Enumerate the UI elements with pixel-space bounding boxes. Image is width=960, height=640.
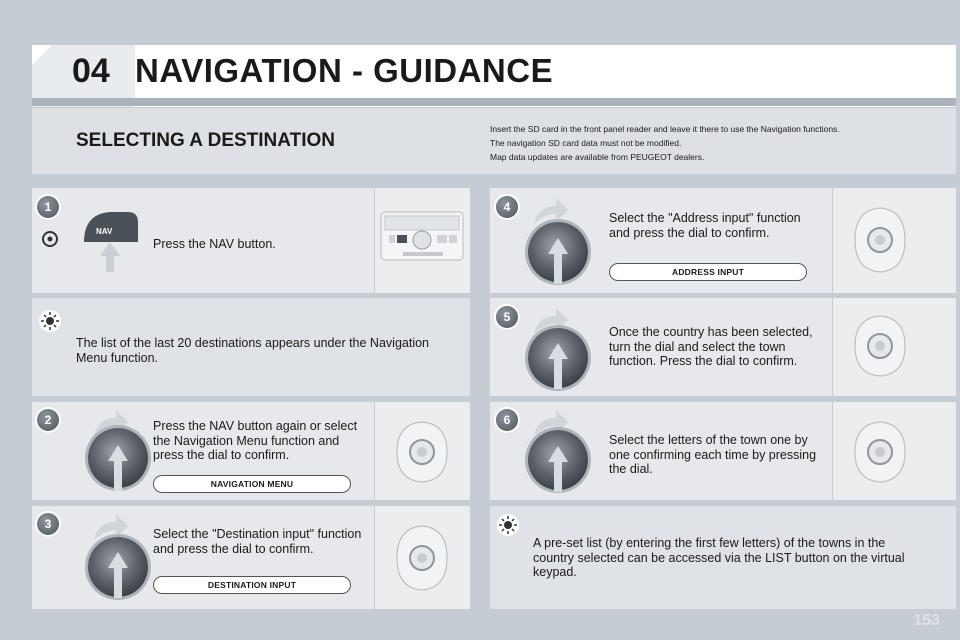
step-1-text: Press the NAV button. — [153, 237, 276, 251]
control-dial-icon — [833, 402, 928, 500]
control-dial-icon — [375, 402, 470, 500]
control-dial-icon — [833, 188, 928, 293]
control-dial-icon — [833, 298, 928, 396]
step-4-text: Select the "Address input" function and press the dial to confirm. — [609, 211, 801, 240]
step-5-text: Once the country has been selected, turn the dial and select the town function. Press the dial to confirm. — [609, 325, 813, 368]
address-input-label: ADDRESS INPUT — [609, 263, 807, 281]
dial-thumbnail — [833, 188, 956, 293]
note-line: The navigation SD card data must not be modified. — [490, 138, 682, 148]
notes-block — [490, 122, 920, 164]
step-2-text: Press the NAV button again or select the Navigation Menu function and press the dial to confirm. — [153, 419, 358, 462]
tip-sun-icon — [496, 513, 520, 537]
nav-button-icon — [76, 208, 146, 272]
note-line: Map data updates are available from PEUGEOT dealers. — [490, 152, 705, 162]
tip-1-text: The list of the last 20 destinations appears under the Navigation Menu function. — [76, 336, 429, 365]
info-target-icon — [41, 230, 59, 248]
step-3-text: Select the "Destination input" function and press the dial to confirm. — [153, 527, 362, 556]
press-arrow-icon — [548, 238, 568, 284]
audio-unit-thumbnail — [375, 188, 470, 293]
dial-thumbnail — [375, 402, 470, 500]
rotate-arrow-icon — [530, 196, 570, 226]
header-strip — [32, 98, 956, 106]
dial-thumbnail — [833, 298, 956, 396]
control-dial-icon — [375, 506, 470, 609]
step-4-badge: 4 — [496, 196, 518, 218]
dial-thumbnail — [375, 506, 470, 609]
press-arrow-icon — [548, 446, 568, 492]
note-line: Insert the SD card in the front panel reader and leave it there to use the Navigation functions. — [490, 124, 840, 134]
chapter-number: 04 — [72, 52, 110, 90]
step-1-badge: 1 — [37, 196, 59, 218]
step-2-badge: 2 — [37, 409, 59, 431]
step-5-badge: 5 — [496, 306, 518, 328]
nav-button-label: NAV — [96, 227, 113, 236]
step-6-text: Select the letters of the town one by one confirming each time by pressing the dial. — [609, 433, 817, 476]
press-arrow-icon — [548, 343, 568, 389]
section-title: SELECTING A DESTINATION — [76, 130, 335, 151]
step-3-badge: 3 — [37, 513, 59, 535]
tip-2-text: A pre-set list (by entering the first few letters) of the towns in the country selected can be accessed via the LIST button on the virtual keypad. — [533, 536, 905, 579]
navigation-menu-label: NAVIGATION MENU — [153, 475, 351, 493]
audio-unit-icon — [375, 188, 470, 293]
dial-thumbnail — [833, 402, 956, 500]
press-arrow-icon — [108, 552, 128, 598]
step-6-badge: 6 — [496, 409, 518, 431]
page-title: NAVIGATION - GUIDANCE — [135, 52, 554, 89]
page-number: 153 — [913, 612, 940, 629]
destination-input-label: DESTINATION INPUT — [153, 576, 351, 594]
press-arrow-icon — [108, 445, 128, 491]
tip-sun-icon — [38, 309, 62, 333]
